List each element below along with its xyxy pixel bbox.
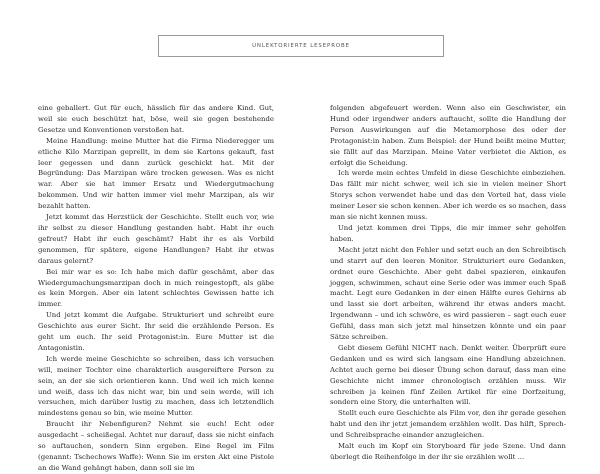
paragraph: Und jetzt kommen drei Tipps, die mir immer sehr geholfen haben. bbox=[330, 223, 566, 243]
paragraph: folgenden abgefeuert werden. Wenn also ein Geschwister, ein Hund oder irgendwer anders auftaucht, sollte die Handlung der Person Auswirkungen auf die Metamorphose des oder der Protagonist:in haben. Zum Beispiel: der Hund beißt meine Mutter, sie fällt auf das Marzipan. Meine Vater verbietet die Aktion, es erfolgt die Scheidung. bbox=[330, 104, 566, 167]
paragraph: Jetzt kommt das Herzstück der Geschichte. Stellt euch vor, wie ihr selbst zu dieser Handlung gestanden habt. Habt ihr euch gefreut? Habt ihr euch geschämt? Habt ihr es als Vorbild genommen, für spätere, eigene Handlungen? Habt ihr etwas daraus gelernt? bbox=[38, 213, 274, 265]
left-page bbox=[38, 103, 274, 474]
header-label: UNLEKTORIERTE LESEPROBE bbox=[252, 43, 350, 49]
paragraph: Malt euch im Kopf ein Storyboard für jede Szene. Und dann überlegt die Reihenfolge in der ihr sie erzählen wollt ... bbox=[330, 442, 566, 461]
paragraph: Macht jetzt nicht den Fehler und setzt euch an den Schreibtisch und starrt auf den leeren Monitor. Strukturiert eure Gedanken, ordnet eure Geschichte. Aber geht dabei spazieren, einkaufen joggen, schwimmen, schaut eine Serie oder was immer euch Spaß macht. Legt eure Gedanken in der einen Hälfte eures Gehirns ab und lasst sie dort arbeiten, während ihr etwas anders macht. Irgendwann – und ich schwöre, es wird passieren – sagt euch euer Gefühl, dass man sich jetzt mal hinsetzen könnte und ein paar Sätze schreiben. bbox=[330, 245, 566, 342]
paragraph: Und jetzt kommt die Aufgabe. Strukturiert und schreibt eure Geschichte aus eurer Sicht. Ihr seid die erzählende Person. Es geht um euch. Ihr seid Protagonist:in. Eure Mutter ist die Antagonistin. bbox=[38, 311, 274, 352]
paragraph: Gebt diesem Gefühl NICHT nach. Denkt weiter. Überprüft eure Gedanken und es wird sich langsam eine Handlung abzeichnen. Achtet auch gerne bei dieser Übung schon darauf, dass man eine Geschichte nicht immer chronologisch erzählen muss. Wir schreiben ja keinen fünf Zeilen Artikel für eine Dorfzeitung, sondern eine Story, die unterhalten will. bbox=[330, 343, 566, 407]
paragraph: Meine Handlung: meine Mutter hat die Firma Niederegger um etliche Kilo Marzipan geprellt, in dem sie Kartons gekauft, fast leer gegessen und dann zurück geschickt hat. Mit der Begründung: Das Marzipan wäre trocken gewesen. Was es nicht war. Aber sie hat immer Ersatz und Wiedergutmachung bekommen. Und wir hatten immer viel mehr Marzipan, als wir bezahlt hatten. bbox=[38, 136, 274, 211]
paragraph: eine geballert. Gut für euch, hässlich für das andere Kind. Gut, weil sie euch beschützt hat, böse, weil sie gegen bestehende Gesetze und Konventionen verstoßen hat. bbox=[38, 104, 274, 134]
right-page bbox=[330, 103, 566, 463]
paragraph: Ich werde mein echtes Umfeld in diese Geschichte einbeziehen. Das fällt mir nicht schwer, weil ich sie in vielen meiner Short Storys schon verwendet habe und das den Vorteil hat, dass viele meiner Leser sie schon kennen. Aber ich werde es so machen, dass man sie nicht kennen muss. bbox=[330, 169, 566, 222]
paragraph: Bei mir war es so: Ich habe mich dafür geschämt, aber das Wiedergumachungsmarzipan doch in mich reingestopft, als gäbe es kein Morgen. Aber ein latent schlechtes Gewissen hatte ich immer. bbox=[38, 267, 274, 309]
paragraph: Braucht ihr Nebenfiguren? Nehmt sie euch! Echt oder ausgedacht – scheißegal. Achtet nur darauf, dass sie nicht einfach so auftauchen, sondern Sinn ergeben. Eine Regel im Film (genannt: Tschechows Waffe): Wenn Sie im ersten Akt eine Pistole an die Wand gehängt haben, dann soll sie im bbox=[38, 420, 274, 472]
paragraph: Ich werde meine Geschichte so schreiben, dass ich versuchen will, meiner Tochter eine charakterlich ausgereiftere Person zu sein, an der sie sich orientieren kann. Und weil ich mich kenne und weiß, dass ich das nicht war, bin und sein werde, will ich versuchen, mich darüber lustig zu machen, dass ich letztendlich mindestens genau so bin, wie meine Mutter. bbox=[38, 354, 274, 418]
paragraph: Stellt euch eure Geschichte als Film vor, den ihr gerade gesehen habt und den ihr jetzt jemandem erzählen wollt. Das hilft, Sprech- und Schreibsprache einander anzugleichen. bbox=[330, 409, 566, 440]
excerpt-header bbox=[158, 35, 444, 57]
